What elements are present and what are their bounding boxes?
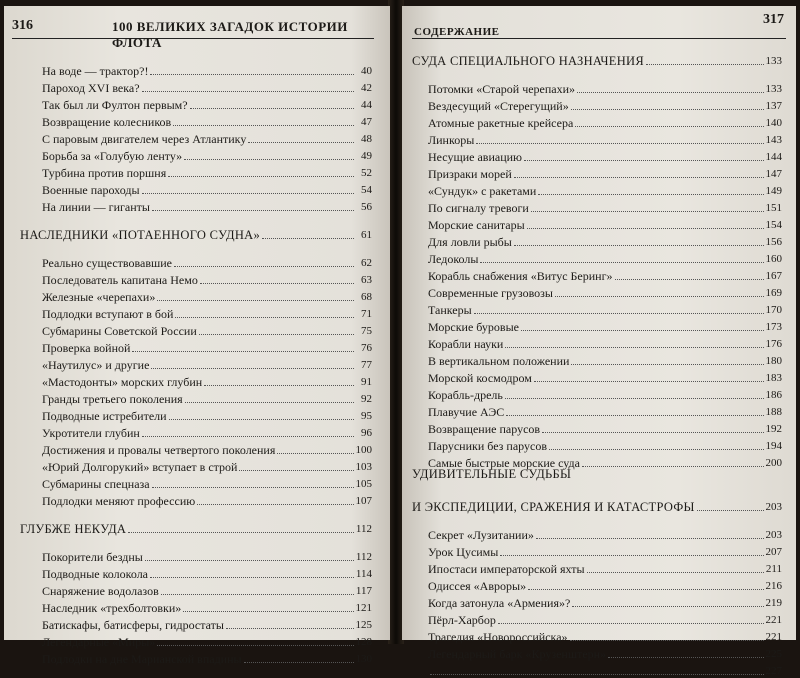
leader-dots: [244, 661, 354, 663]
leader-dots: [185, 401, 354, 403]
toc-entry-page: 225: [765, 648, 782, 660]
toc-entry-page: 133: [765, 55, 782, 67]
toc-entry: [428, 630, 782, 644]
leader-dots: [190, 107, 354, 109]
toc-entry: [428, 613, 782, 627]
toc-entry: [42, 273, 372, 287]
toc-entry: [428, 320, 782, 334]
toc-entry-title: Вездесущий «Стерегущий»: [428, 99, 569, 113]
toc-entry-title: Подлодки вступают в бой: [42, 307, 174, 321]
toc-entry-title: Урок Цусимы: [428, 545, 499, 559]
toc-entry-page: 137: [765, 100, 782, 112]
toc-entry-page: 186: [765, 389, 782, 401]
toc-entry-title: На линии — гиганты: [42, 200, 150, 214]
leader-dots: [168, 175, 354, 177]
toc-entry-title: СУДА СПЕЦИАЛЬНОГО НАЗНАЧЕНИЯ: [412, 54, 645, 68]
leader-dots: [226, 627, 354, 629]
leader-dots: [521, 329, 764, 331]
toc-entry: [42, 601, 372, 615]
toc-entry: [42, 307, 372, 321]
leader-dots: [527, 227, 764, 229]
toc-entry-page: 151: [765, 202, 782, 214]
toc-entry-title: «Сундук» с ракетами: [428, 184, 537, 198]
toc-entry-page: 56: [361, 201, 372, 213]
toc-entry-title: ГЛУБЖЕ НЕКУДА: [20, 522, 127, 536]
running-head-right: [412, 12, 786, 39]
leader-dots: [587, 571, 764, 573]
toc-entry: [42, 149, 372, 163]
leader-dots: [534, 380, 764, 382]
toc-entry-page: 176: [765, 338, 782, 350]
toc-entry-page: 219: [765, 597, 782, 609]
leader-dots: [183, 610, 353, 612]
toc-entry-title: Турбина против поршня: [42, 166, 167, 180]
toc-entry: [428, 354, 782, 368]
toc-entry-page: 96: [361, 427, 372, 439]
toc-entry: [428, 562, 782, 576]
toc-entry-page: 173: [765, 321, 782, 333]
right-page: [402, 6, 796, 677]
toc-entry-title: Проверка войной: [42, 341, 131, 355]
leader-dots: [577, 91, 763, 93]
toc-entry-page: 75: [361, 325, 372, 337]
leader-dots: [555, 295, 764, 297]
toc-entry-page: 169: [765, 287, 782, 299]
leader-dots: [157, 299, 354, 301]
toc-entry: [42, 81, 372, 95]
toc-entry-title: Ледоколы: [428, 252, 479, 266]
toc-entry: [42, 183, 372, 197]
leader-dots: [184, 158, 354, 160]
toc-entry-page: 221: [765, 614, 782, 626]
toc-entry: [42, 618, 372, 632]
toc-entry-page: 203: [765, 501, 782, 513]
toc-entry-page: 63: [361, 274, 372, 286]
leader-dots: [697, 509, 764, 511]
toc-entry-title: Призраки морей: [428, 167, 512, 181]
toc-entry-title: Снаряжение водолазов: [42, 584, 159, 598]
toc-entry-title: Борьба за «Голубую ленту»: [42, 149, 183, 163]
toc-entry-title: Одиссея «Авроры»: [428, 579, 527, 593]
leader-dots: [524, 159, 764, 161]
toc-entry-title: Субмарины Советской России: [42, 324, 197, 338]
toc-entry-page: 91: [361, 376, 372, 388]
leader-dots: [161, 593, 354, 595]
leader-dots: [150, 576, 354, 578]
toc-entry-page: 103: [355, 461, 372, 473]
toc-entry-title: Плавучие АЭС: [428, 405, 505, 419]
leader-dots: [575, 125, 763, 127]
toc-entry: [428, 647, 782, 661]
toc-entry-title: Морские санитары: [428, 218, 525, 232]
toc-entry-page: 133: [765, 83, 782, 95]
toc-entry-title: Морские буровые: [428, 320, 519, 334]
toc-entry-page: 125: [355, 619, 372, 631]
toc-entry-title: По сигналу тревоги: [428, 201, 529, 215]
toc-section: [20, 522, 372, 536]
toc-entry: [42, 290, 372, 304]
toc-entry: [42, 98, 372, 112]
toc-section: [412, 54, 782, 68]
toc-entry-page: 203: [765, 529, 782, 541]
leader-dots: [248, 141, 354, 143]
leader-dots: [142, 435, 354, 437]
toc-entry-page: 192: [765, 423, 782, 435]
toc-entry: [428, 150, 782, 164]
leader-dots: [474, 312, 764, 314]
leader-dots: [531, 210, 764, 212]
leader-dots: [480, 261, 763, 263]
leader-dots: [608, 656, 763, 658]
toc-entry-page: 183: [765, 372, 782, 384]
leader-dots: [570, 639, 764, 641]
toc-entry-title: Покорители бездны: [42, 550, 143, 564]
toc-entry-title: Так был ли Фултон первым?: [42, 98, 188, 112]
toc-entry-page: 76: [361, 342, 372, 354]
toc-entry: [428, 303, 782, 317]
toc-entry: [428, 371, 782, 385]
leader-dots: [152, 209, 354, 211]
leader-dots: [506, 414, 763, 416]
toc-entry-page: 211: [765, 563, 782, 575]
toc-entry: [42, 477, 372, 491]
toc-entry-title: Подлодки на дне Марианской впадины: [42, 652, 242, 666]
toc-entry-page: 112: [355, 551, 372, 563]
toc-entry: [42, 426, 372, 440]
toc-entry-title: Потомки «Старой черепахи»: [428, 82, 576, 96]
toc-entry: [42, 635, 372, 649]
toc-entry-title: Военные пароходы: [42, 183, 140, 197]
toc-entry: [428, 167, 782, 181]
toc-entry-page: 95: [361, 410, 372, 422]
leader-dots: [142, 192, 354, 194]
toc-entry: [42, 341, 372, 355]
leader-dots: [175, 316, 354, 318]
toc-entry-title: Морской космодром: [428, 371, 532, 385]
toc-entry: [42, 166, 372, 180]
toc-entry: [42, 358, 372, 372]
toc-entry-page: 154: [765, 219, 782, 231]
toc-entry: [428, 99, 782, 113]
toc-entry-page: 200: [765, 457, 782, 469]
leader-dots: [528, 588, 763, 590]
toc-entry-page: 77: [361, 359, 372, 371]
toc-entry: [42, 64, 372, 78]
toc-entry: [42, 409, 372, 423]
left-page: [4, 6, 390, 666]
leader-dots: [582, 465, 764, 467]
toc-entry: [42, 652, 372, 666]
toc-entry: [42, 324, 372, 338]
toc-entry-title: Когда затонула «Армения»?: [428, 596, 571, 610]
toc-entry-page: 105: [355, 478, 372, 490]
leader-dots: [200, 282, 354, 284]
toc-entry-page: 128: [355, 636, 372, 648]
leader-dots: [142, 90, 354, 92]
toc-entry-title: Железные «черепахи»: [42, 290, 156, 304]
toc-entry-page: 100: [355, 444, 372, 456]
leader-dots: [204, 384, 354, 386]
toc-entry-page: 52: [361, 167, 372, 179]
leader-dots: [132, 350, 354, 352]
toc-entry: [42, 443, 372, 457]
toc-entry-page: 47: [361, 116, 372, 128]
leader-dots: [498, 622, 764, 624]
toc-entry-title: НАСЛЕДНИКИ «ПОТАЕННОГО СУДНА»: [20, 228, 261, 242]
toc-entry-title: Танкеры: [428, 303, 472, 317]
toc-entry-title: Ипостаси императорской яхты: [428, 562, 585, 576]
toc-entry-title: Корабль-дрель: [428, 388, 503, 402]
toc-entry-title: Гранды третьего поколения: [42, 392, 183, 406]
toc-entry: [42, 256, 372, 270]
running-head-left: [12, 12, 374, 50]
toc-entry-page: 114: [355, 568, 372, 580]
toc-entry: [428, 664, 782, 678]
leader-dots: [505, 346, 763, 348]
toc-entry: [428, 596, 782, 610]
toc-entry-title: «Мастодонты» морских глубин: [42, 375, 203, 389]
leader-dots: [536, 537, 764, 539]
toc-entry-page: 121: [355, 602, 372, 614]
toc-entry-page: 40: [361, 65, 372, 77]
toc-entry: [42, 375, 372, 389]
toc-entry-title: Укротители глубин: [42, 426, 140, 440]
book-title: 100 ВЕЛИКИХ ЗАГАДОК ИСТОРИИ ФЛОТА: [112, 19, 348, 50]
toc-entry-title: Пёрл-Харбор: [428, 613, 496, 627]
toc-section: [20, 228, 372, 242]
toc-entry-title: Секрет «Лузитании»: [428, 528, 534, 542]
toc-entry: [42, 392, 372, 406]
toc-entry-page: 117: [355, 585, 372, 597]
toc-entry-page: 44: [361, 99, 372, 111]
leader-dots: [538, 193, 763, 195]
toc-entry-title: «Юрий Долгорукий» вступает в строй: [42, 460, 238, 474]
toc-entry-page: 49: [361, 150, 372, 162]
toc-entry-title: Реально существовавшие: [42, 256, 172, 270]
leader-dots: [239, 469, 353, 471]
toc-entry: [428, 218, 782, 232]
leader-dots: [152, 486, 354, 488]
toc-entry: [42, 132, 372, 146]
leader-dots: [430, 673, 764, 675]
leader-dots: [145, 559, 354, 561]
toc-entry-title: В вертикальном положении: [428, 354, 570, 368]
toc-entry-title: И ЭКСПЕДИЦИИ, СРАЖЕНИЯ И КАТАСТРОФЫ: [412, 500, 695, 514]
leader-dots: [571, 108, 764, 110]
toc-entry-page: 194: [765, 440, 782, 452]
toc-entry-title: Подлодки меняют профессию: [42, 494, 196, 508]
toc-entry-page: 227: [765, 665, 782, 677]
leader-dots: [500, 554, 763, 556]
toc-entry-page: 130: [355, 653, 372, 665]
toc-entry-page: 188: [765, 406, 782, 418]
toc-entry-page: 216: [765, 580, 782, 592]
toc-entry-title: Батискафы, батисферы, гидростаты: [42, 618, 224, 632]
leader-dots: [476, 142, 763, 144]
toc-entry: [428, 545, 782, 559]
leader-dots: [197, 503, 353, 505]
leader-dots: [514, 244, 764, 246]
toc-entry-title: Парусники без парусов: [428, 439, 547, 453]
toc-entry: [428, 422, 782, 436]
toc-entry-page: 221: [765, 631, 782, 643]
toc-entry: [428, 286, 782, 300]
toc-entry: [42, 584, 372, 598]
toc-entry-title: Линкоры: [428, 133, 475, 147]
toc-entry-title: Последователь капитана Немо: [42, 273, 198, 287]
toc-entry-page: 112: [355, 523, 372, 535]
toc-entry-title: Корабль снабжения «Витус Беринг»: [428, 269, 613, 283]
toc-entry-page: 207: [765, 546, 782, 558]
toc-entry-page: 42: [361, 82, 372, 94]
toc-entry-title: Современные грузовозы: [428, 286, 553, 300]
toc-entry: [428, 528, 782, 542]
toc-entry: [428, 252, 782, 266]
toc-entry-page: 62: [361, 257, 372, 269]
leader-dots: [514, 176, 764, 178]
leader-dots: [174, 265, 354, 267]
toc-entry: [428, 456, 782, 470]
toc-entry: [42, 115, 372, 129]
toc-entry-title: Самые быстрые морские суда: [428, 456, 580, 470]
toc-entry-page: 140: [765, 117, 782, 129]
contents-heading: СОДЕРЖАНИЕ: [414, 26, 500, 38]
toc-entry: [42, 200, 372, 214]
toc-entry-title: С паровым двигателем через Атлантику: [42, 132, 247, 146]
toc-entry: [428, 405, 782, 419]
toc-entry-title: Возвращение колесников: [42, 115, 172, 129]
toc-entry-page: 180: [765, 355, 782, 367]
toc-entry: [428, 269, 782, 283]
toc-entry-page: 160: [765, 253, 782, 265]
toc-entry-page: 167: [765, 270, 782, 282]
toc-entry-title: Для ловли рыбы: [428, 235, 512, 249]
toc-entry-page: 143: [765, 134, 782, 146]
toc-entry-title: На воде — трактор?!: [42, 64, 149, 78]
toc-entry: [428, 116, 782, 130]
toc-entry: [428, 184, 782, 198]
toc-entry-page: 147: [765, 168, 782, 180]
toc-entry: [42, 567, 372, 581]
toc-entry: [428, 235, 782, 249]
toc-entry-page: 149: [765, 185, 782, 197]
toc-entry: [428, 82, 782, 96]
toc-entry: [428, 201, 782, 215]
leader-dots: [549, 448, 764, 450]
leader-dots: [572, 605, 763, 607]
leader-dots: [157, 644, 353, 646]
toc-entry-title: Возвращение парусов: [428, 422, 541, 436]
leader-dots: [150, 73, 354, 75]
leader-dots: [173, 124, 354, 126]
toc-entry-page: 107: [355, 495, 372, 507]
toc-entry-title: Пароход XVI века?: [42, 81, 140, 95]
leader-dots: [151, 367, 354, 369]
toc-section: [412, 500, 782, 514]
toc-entry-page: 156: [765, 236, 782, 248]
toc-entry-page: 48: [361, 133, 372, 145]
toc-entry-title: Трагедия «Новороссийска»: [428, 630, 568, 644]
toc-entry: [428, 388, 782, 402]
toc-entry-title: Корабли науки: [428, 337, 504, 351]
toc-entry-page: 170: [765, 304, 782, 316]
toc-entry-page: 68: [361, 291, 372, 303]
toc-entry: [428, 579, 782, 593]
leader-dots: [199, 333, 354, 335]
leader-dots: [615, 278, 764, 280]
toc-entry: [42, 550, 372, 564]
leader-dots: [571, 363, 763, 365]
toc-entry: [42, 494, 372, 508]
page-number: 317: [763, 12, 784, 27]
toc-entry-title: «Наутилус» и другие: [42, 358, 150, 372]
toc-entry: [42, 460, 372, 474]
toc-entry: [428, 133, 782, 147]
leader-dots: [542, 431, 763, 433]
toc-entry-title: Несущие авиацию: [428, 150, 522, 164]
toc-entry: [428, 337, 782, 351]
leader-dots: [128, 531, 354, 533]
toc-entry-page: 71: [361, 308, 372, 320]
leader-dots: [505, 397, 764, 399]
leader-dots: [262, 237, 354, 239]
leader-dots: [646, 63, 763, 65]
toc-entry: [428, 439, 782, 453]
toc-entry-page: 144: [765, 151, 782, 163]
leader-dots: [169, 418, 354, 420]
toc-entry-title: Субмарины спецназа: [42, 477, 150, 491]
toc-entry-title: Подводные истребители: [42, 409, 167, 423]
toc-section-title: УДИВИТЕЛЬНЫЕ СУДЬБЫ: [412, 467, 572, 481]
toc-entry-page: 54: [361, 184, 372, 196]
leader-dots: [277, 452, 353, 454]
toc-entry-title: Достижения и провалы четвертого поколения: [42, 443, 276, 457]
toc-entry-title: Наследник «трехболтовки»: [42, 601, 182, 615]
toc-entry-page: 61: [361, 229, 372, 241]
toc-entry-title: Легендарный барк «Крузенштерн»: [428, 647, 607, 661]
toc-entry-title: Подводные колокола: [42, 567, 149, 581]
toc-entry-title: Легендарные «Миры»: [42, 635, 156, 649]
page-number: 316: [12, 18, 33, 33]
toc-entry-page: 92: [361, 393, 372, 405]
toc-entry-title: Атомные ракетные крейсера: [428, 116, 574, 130]
